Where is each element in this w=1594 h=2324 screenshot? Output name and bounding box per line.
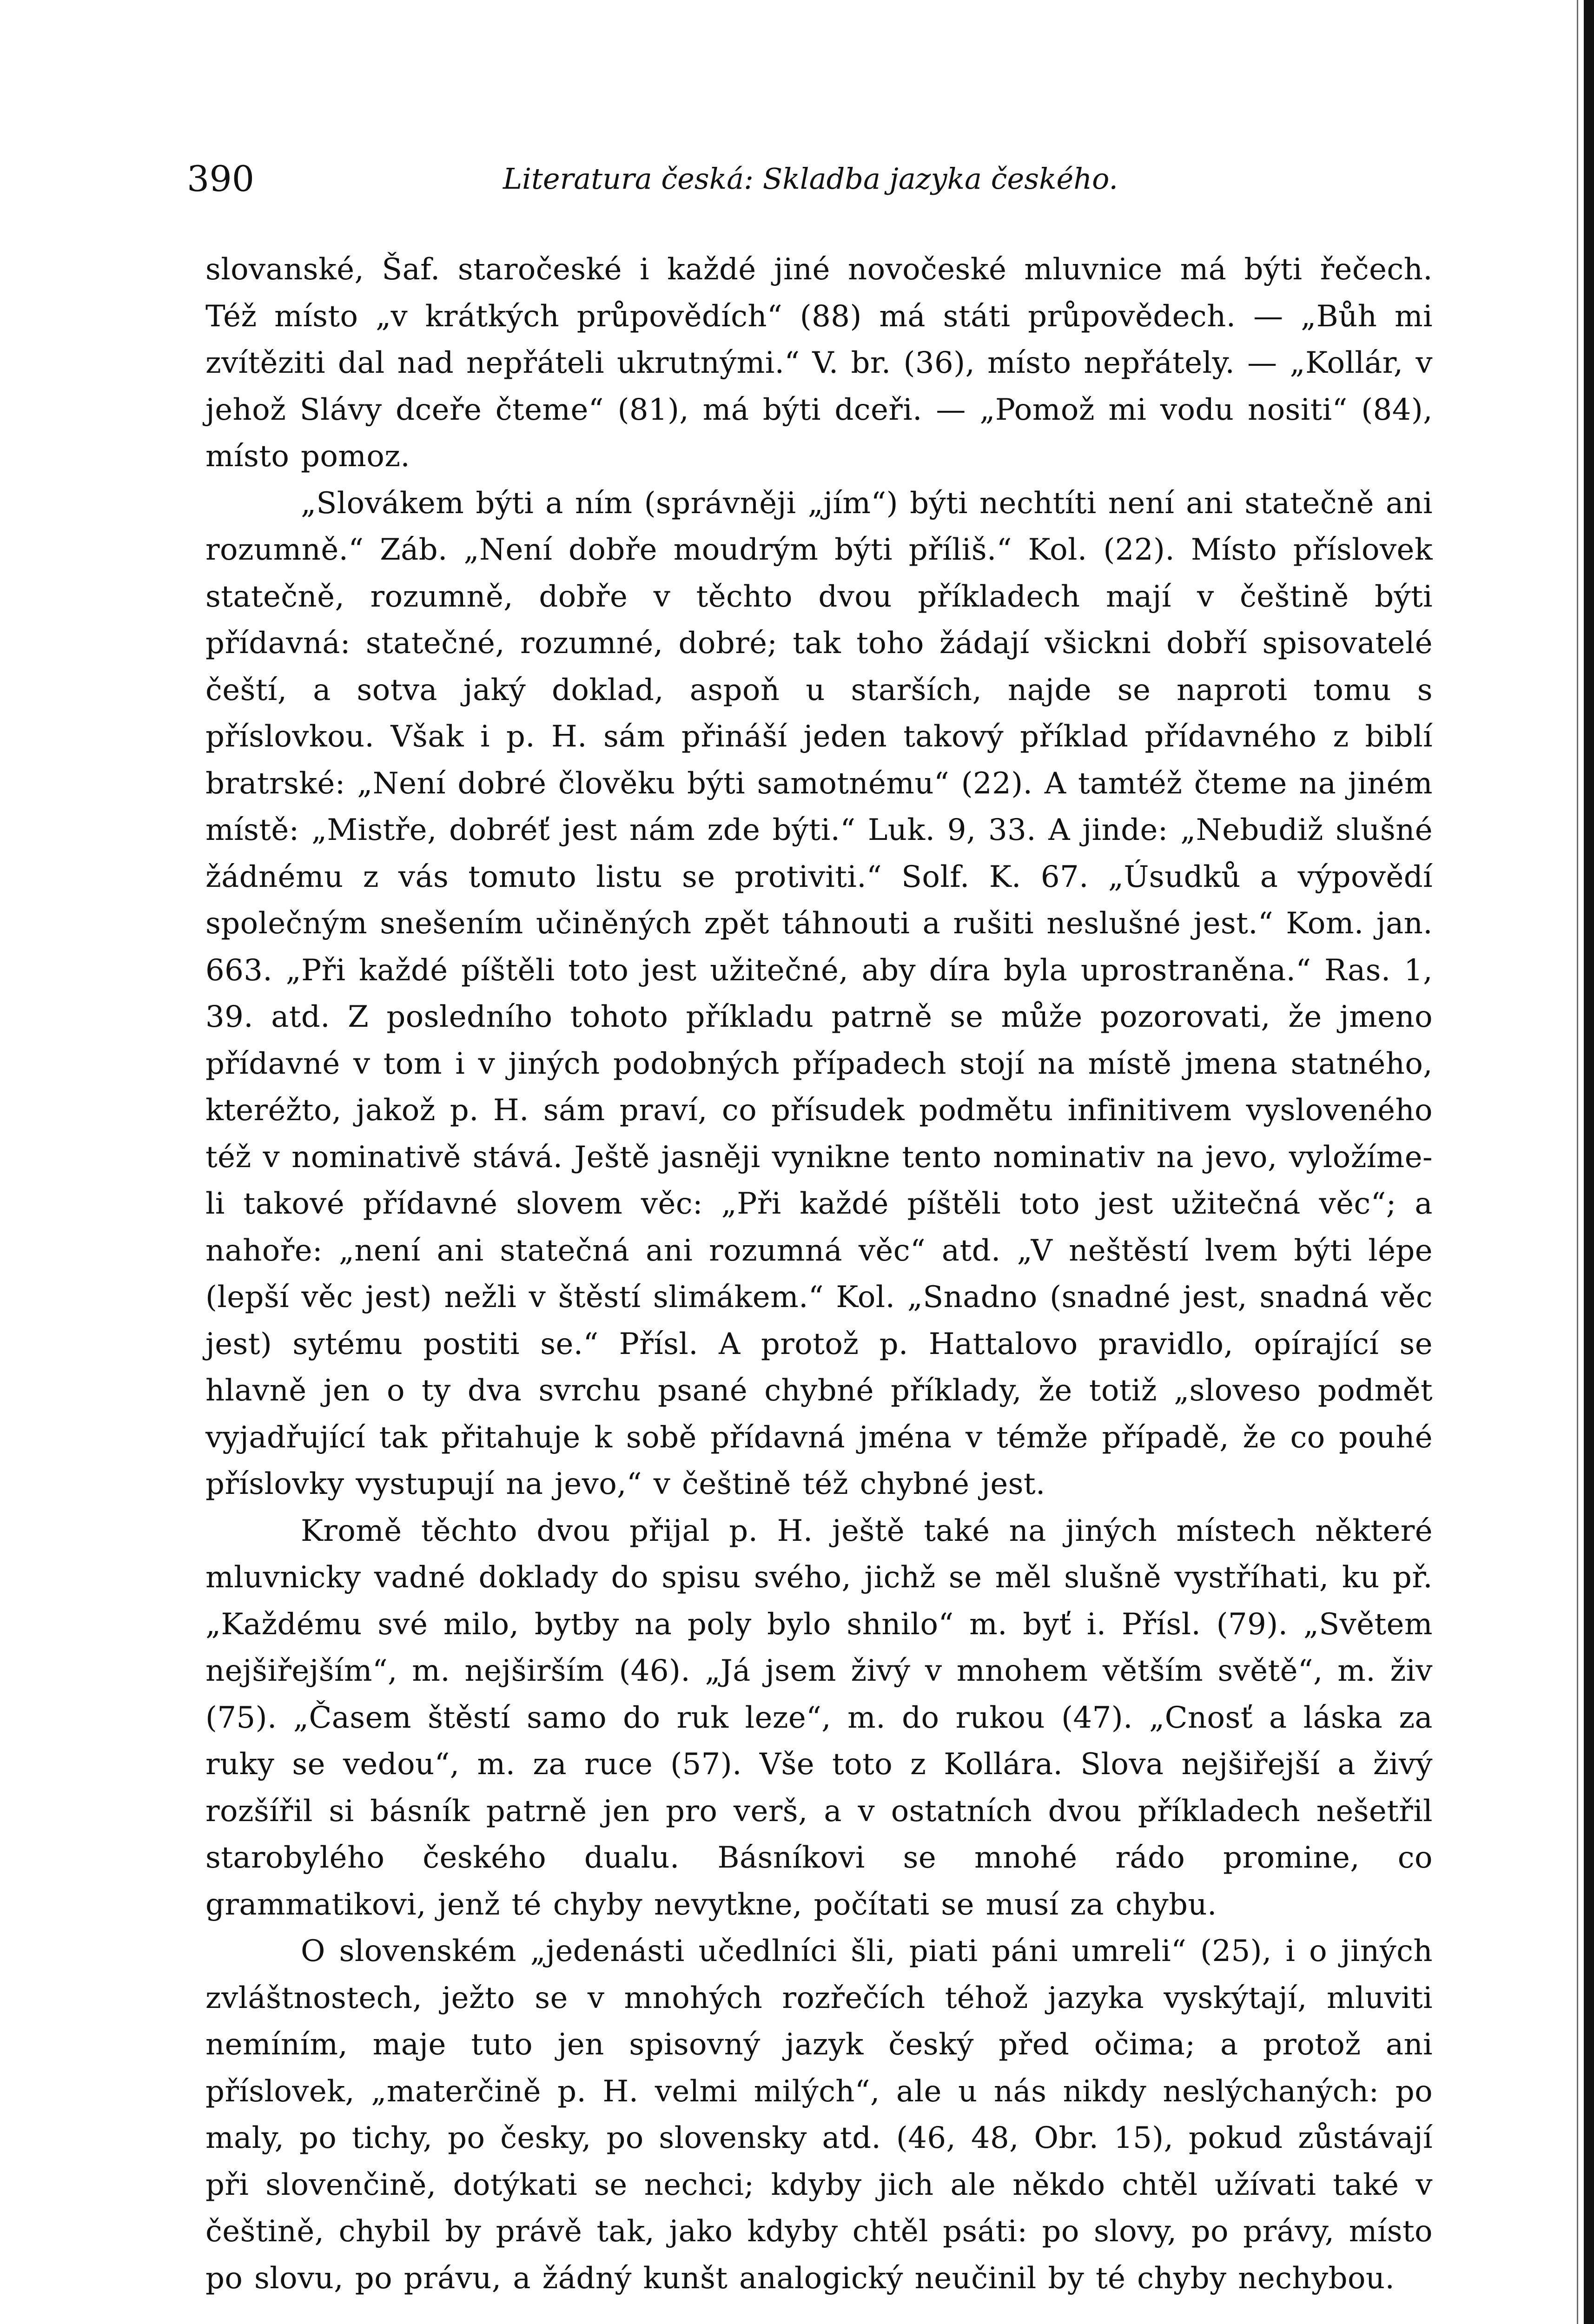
paragraph: O slovenském „jedenásti učedlníci šli, piati páni umreli“ (25), i o jiných zvláštnostech, ježto se v mnohých rozřečích téhož jazyka vyskýtají, mluviti nemíním, maje tuto jen spisovný jazyk český před očima; a protož ani příslovek, „materčině p. H. velmi milých“, ale u nás nikdy neslýchaných: po maly, po tichy, po česky, po slovensky atd. (46, 48, Obr. 15), pokud zůstávají při slovenčině, dotýkati se nechci; kdyby jich ale někdo chtěl užívati také v češtině, chybil by právě tak, jako kdyby chtěl psáti: po slovy, po právy, místo po slovu, po právu, a žádný kunšt analogický neučinil by té chyby nechybou. xyxy=(205,1934,1433,2296)
paragraph: slovanské, Šaf. staročeské i každé jiné novočeské mluvnice má býti řečech. Též místo „v krátkých průpovědích“ (88) má státi průpovědech. — „Bůh mi zvítěziti dal nad nepřáteli ukrutnými.“ V. br. (36), místo nepřátely. — „Kollár, v jehož Slávy dceře čteme“ (81), má býti dceři. — „Pomož mi vodu nositi“ (84), místo pomoz. xyxy=(205,252,1433,474)
page-body xyxy=(205,246,1433,2302)
paragraph: „Slovákem býti a ním (správněji „jím“) býti nechtíti není ani statečně ani rozumně.“ Záb. „Není dobře moudrým býti příliš.“ Kol. (22). Místo příslovek statečně, rozumně, dobře v těchto dvou příkladech mají v češtině býti přídavná: statečné, rozumné, dobré; tak toho žádají všickni dobří spisovatelé čeští, a sotva jaký doklad, aspoň u starších, najde se naproti tomu s příslovkou. Však i p. H. sám přináší jeden takový příklad přídavného z biblí bratrské: „Není dobré člověku býti samotnému“ (22). A tamtéž čteme na jiném místě: „Mistře, dobréť jest nám zde býti.“ Luk. 9, 33. A jinde: „Nebudiž slušné žádnému z vás tomuto listu se protiviti.“ Solf. K. 67. „Úsudků a výpovědí společným snešením učiněných zpět táhnouti a rušiti neslušné jest.“ Kom. jan. 663. „Při každé píštěli toto jest užitečné, aby díra byla uprostraněna.“ Ras. 1, 39. atd. Z posledního tohoto příkladu patrně se může pozorovati, že jmeno přídavné v tom i v jiných podobných případech stojí na místě jmena statného, kteréžto, jakož p. H. sám praví, co přísudek podmětu infinitivem vysloveného též v nominativě stává. Ještě jasněji vynikne tento nominativ na jevo, vyložíme-li takové přídavné slovem věc: „Při každé píštěli toto jest užitečná věc“; a nahoře: „není ani statečná ani rozumná věc“ atd. „V neštěstí lvem býti lépe (lepší věc jest) nežli v štěstí slimákem.“ Kol. „Snadno (snadné jest, snadná věc jest) sytému postiti se.“ Přísl. A protož p. Hattalovo pravidlo, opírající se hlavně jen o ty dva svrchu psané chybné příklady, že totiž „sloveso podmět vyjadřující tak přitahuje k sobě přídavná jména v témže případě, že co pouhé příslovky vystupují na jevo,“ v češtině též chybné jest. xyxy=(205,486,1433,1501)
paragraph: Kromě těchto dvou přijal p. H. ještě také na jiných místech některé mluvnicky vadné doklady do spisu svého, jichž se měl slušně vystříhati, ku př. „Každému své milo, bytby na poly bylo shnilo“ m. byť i. Přísl. (79). „Světem nejšiřejším“, m. nejširším (46). „Já jsem živý v mnohem větším světě“, m. živ (75). „Časem štěstí samo do ruk leze“, m. do rukou (47). „Cnosť a láska za ruky se vedou“, m. za ruce (57). Vše toto z Kollára. Slova nejšiřejší a živý rozšířil si básník patrně jen pro verš, a v ostatních dvou příkladech nešetřil starobylého českého dualu. Básníkovi se mnohé rádo promine, co grammatikovi, jenž té chyby nevytkne, počítati se musí za chybu. xyxy=(205,1513,1433,1922)
page-edge-line xyxy=(1577,0,1578,2324)
page-number: 390 xyxy=(187,158,255,199)
page-edge-shadow xyxy=(1584,0,1594,2324)
page-header xyxy=(187,153,1442,205)
running-title: Literatura česká: Skladba jazyka českého. xyxy=(503,162,1118,196)
